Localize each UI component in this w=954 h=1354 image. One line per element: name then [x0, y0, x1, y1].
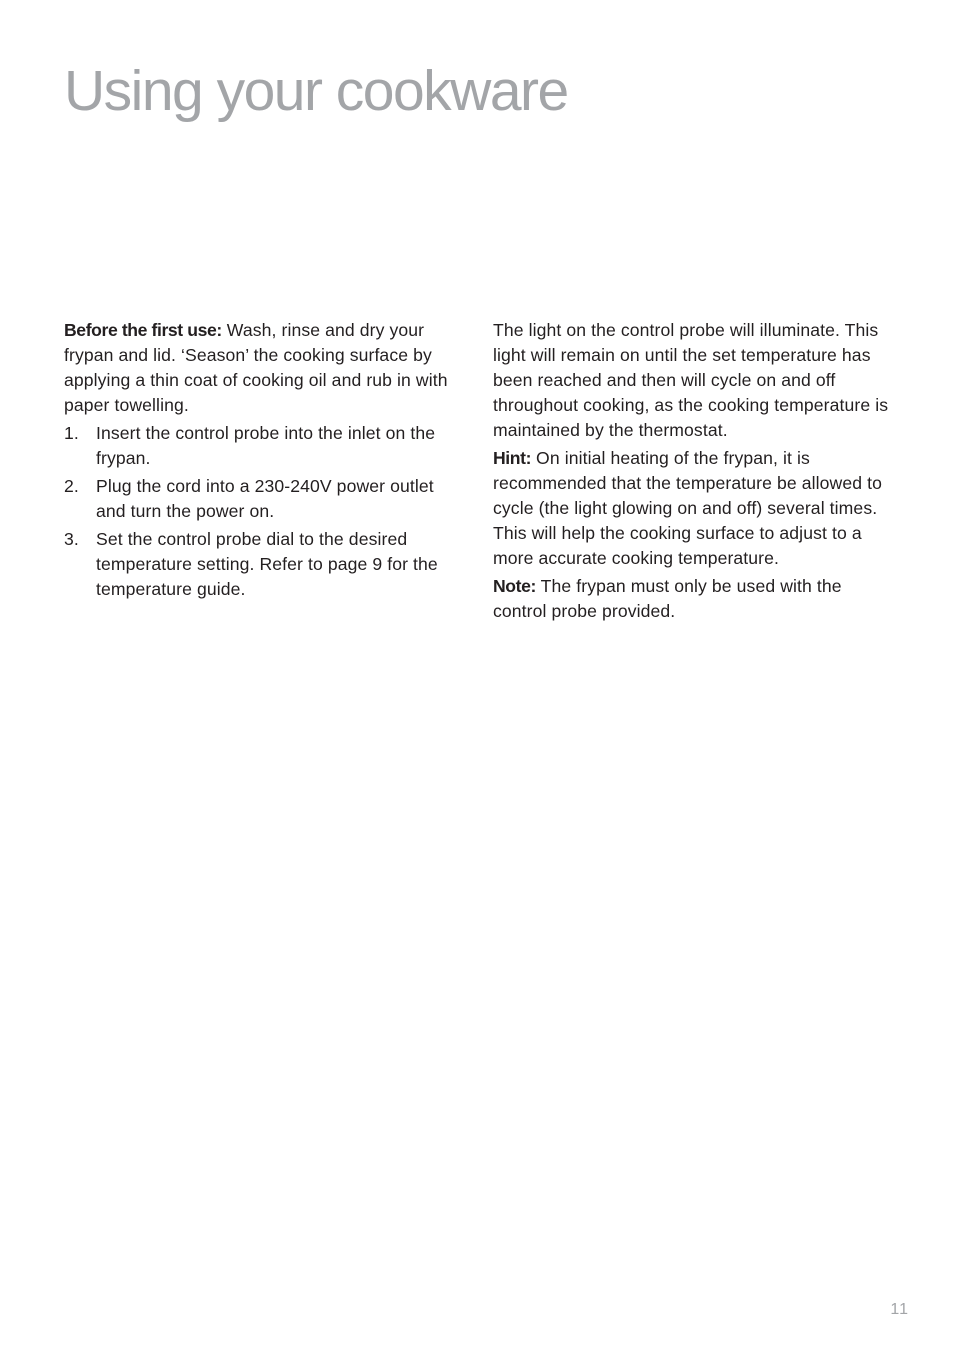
page-title: Using your cookware [64, 59, 568, 123]
step-item [64, 527, 464, 602]
page-number: 11 [890, 1301, 909, 1318]
step-item [64, 421, 464, 471]
step-number: 3. [64, 529, 79, 549]
step-text: Insert the control probe into the inlet on the frypan. [96, 423, 436, 468]
note-paragraph [493, 574, 893, 624]
intro-paragraph [64, 318, 464, 418]
steps-list [64, 421, 464, 602]
note-text: The frypan must only be used with the control probe provided. [493, 576, 842, 621]
step-text: Set the control probe dial to the desired temperature setting. Refer to page 9 for the temperature guide. [96, 529, 438, 599]
step-item [64, 474, 464, 524]
hint-lead: Hint: [493, 448, 532, 468]
step-number: 2. [64, 476, 79, 496]
intro-text: Wash, rinse and dry your frypan and lid. ‘Season’ the cooking surface by applying a thin coat of cooking oil and rub in with paper towelling. [64, 320, 448, 415]
step-number: 1. [64, 423, 79, 443]
step-text: Plug the cord into a 230-240V power outlet and turn the power on. [96, 476, 434, 521]
light-paragraph: The light on the control probe will illuminate. This light will remain on until the set temperature has been reached and then will cycle on and off throughout cooking, as the cooking temperature is maintained by the thermostat. [493, 320, 889, 440]
intro-lead: Before the first use: [64, 320, 222, 340]
hint-text: On initial heating of the frypan, it is recommended that the temperature be allowed to cycle (the light glowing on and off) several times. This will help the cooking surface to adjust to a more accurate cooking temperature. [493, 448, 882, 568]
hint-paragraph [493, 446, 893, 571]
left-column [64, 318, 464, 605]
note-lead: Note: [493, 576, 536, 596]
right-column [493, 318, 893, 627]
